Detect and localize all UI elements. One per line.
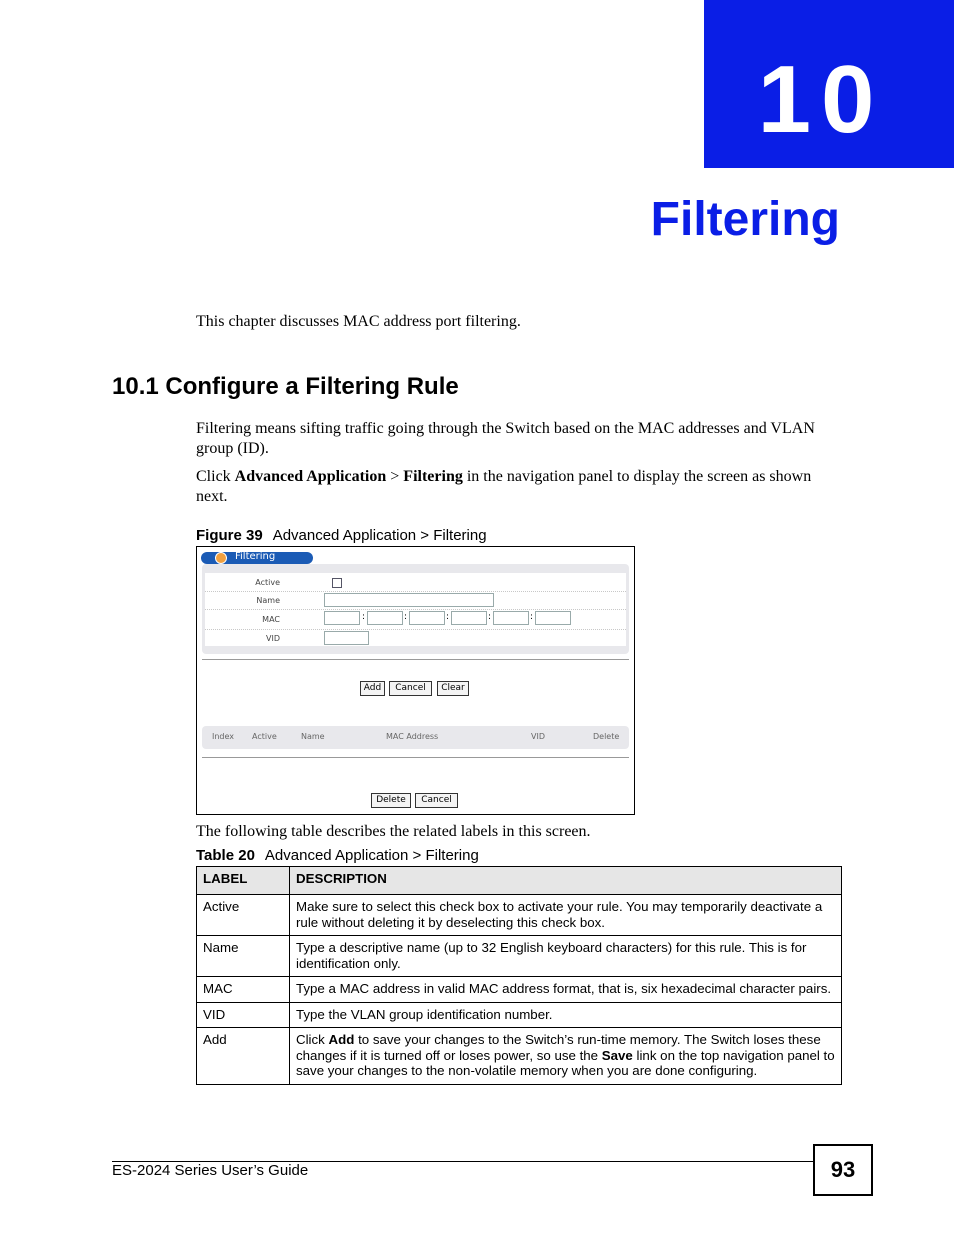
table-row: MAC Type a MAC address in valid MAC address format, that is, six hexadecimal character pairs. — [197, 977, 842, 1003]
divider-2 — [202, 757, 629, 758]
mac-octet-6-input[interactable] — [535, 611, 571, 625]
mac-row: MAC : : : : : — [205, 609, 626, 630]
col-delete: Delete — [593, 732, 620, 741]
filtering-screenshot — [196, 546, 635, 815]
table-row: Add Click Add to save your changes to the Switch’s run-time memory. The Switch loses these changes if it is turned off or loses power, so use the Save link on the top navigation panel to save your changes to the non-volatile memory when you are done configuring. — [197, 1028, 842, 1085]
table-row: Active Make sure to select this check box to activate your rule. You may temporarily deactivate a rule without deleting it by deselecting this check box. — [197, 895, 842, 936]
intro-paragraph: This chapter discusses MAC address port filtering. — [196, 313, 521, 330]
name-row — [205, 591, 626, 610]
footer-guide-title: ES-2024 Series User’s Guide — [112, 1162, 309, 1179]
header-label: LABEL — [197, 867, 290, 895]
mac-octet-3-input[interactable] — [409, 611, 445, 625]
add-button[interactable]: Add — [360, 681, 385, 696]
screen-title: Filtering — [235, 551, 276, 562]
mac-octet-2-input[interactable] — [367, 611, 403, 625]
name-label: Name — [256, 596, 280, 605]
active-checkbox[interactable] — [332, 578, 342, 588]
vid-row — [205, 629, 626, 647]
col-name: Name — [301, 732, 325, 741]
vid-input[interactable] — [324, 631, 369, 645]
delete-button[interactable]: Delete — [371, 793, 411, 808]
col-active: Active — [252, 732, 277, 741]
figure-caption: Figure 39 Advanced Application > Filtering — [196, 527, 487, 544]
cancel-delete-button[interactable]: Cancel — [415, 793, 458, 808]
chapter-number-box — [704, 0, 954, 168]
section-heading: 10.1 Configure a Filtering Rule — [112, 373, 459, 400]
name-input[interactable] — [324, 593, 494, 607]
header-description: DESCRIPTION — [290, 867, 842, 895]
col-vid: VID — [531, 732, 545, 741]
mac-octet-4-input[interactable] — [451, 611, 487, 625]
mac-octet-1-input[interactable] — [324, 611, 360, 625]
table-row: Name Type a descriptive name (up to 32 English keyboard characters) for this rule. This is for identification only. — [197, 936, 842, 977]
clear-button[interactable]: Clear — [437, 681, 469, 696]
table-intro: The following table describes the related labels in this screen. — [196, 823, 591, 840]
screen-title-bar — [201, 552, 313, 564]
table-caption: Table 20 Advanced Application > Filtering — [196, 847, 479, 864]
table-header-row — [197, 867, 842, 895]
vid-label: VID — [266, 634, 280, 643]
chapter-number: 10 — [757, 46, 885, 153]
mac-octet-5-input[interactable] — [493, 611, 529, 625]
chapter-title: Filtering — [650, 193, 840, 246]
page-number: 93 — [813, 1144, 873, 1196]
active-row — [205, 573, 626, 592]
table-row: VID Type the VLAN group identification number. — [197, 1002, 842, 1028]
cancel-button[interactable]: Cancel — [389, 681, 432, 696]
active-label: Active — [255, 578, 280, 587]
labels-table — [196, 866, 842, 1085]
section-paragraph-1: Filtering means sifting traffic going through the Switch based on the MAC addresses and VLAN group (ID). — [196, 420, 815, 457]
rule-list-header — [202, 726, 629, 749]
mac-label: MAC — [262, 615, 280, 624]
form-panel — [202, 564, 629, 654]
col-index: Index — [212, 732, 235, 741]
filter-icon — [215, 552, 227, 564]
col-mac-address: MAC Address — [386, 732, 439, 741]
divider — [202, 659, 629, 660]
section-paragraph-2: Click Advanced Application > Filtering in the navigation panel to display the screen as shown next. — [196, 468, 812, 505]
